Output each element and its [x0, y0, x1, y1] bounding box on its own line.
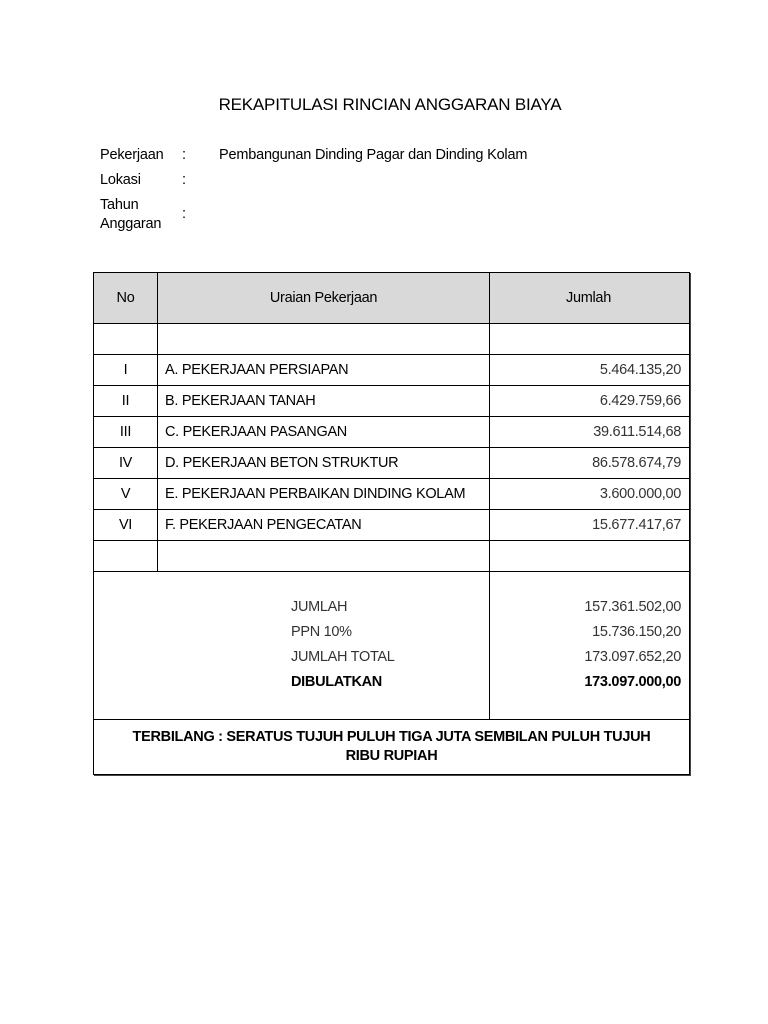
blank-cell [158, 541, 490, 571]
table-row [94, 479, 689, 510]
summary-labels [94, 572, 490, 719]
budget-table [93, 272, 690, 775]
row-description: F. PEKERJAAN PENGECATAN [158, 510, 490, 540]
row-description: C. PEKERJAAN PASANGAN [158, 417, 490, 447]
tahun-anggaran-colon: : [182, 206, 186, 222]
row-description: D. PEKERJAAN BETON STRUKTUR [158, 448, 490, 478]
row-number: V [94, 479, 158, 509]
blank-cell [158, 324, 490, 354]
jumlah-label: JUMLAH [291, 599, 348, 615]
row-number: VI [94, 510, 158, 540]
row-description: B. PEKERJAAN TANAH [158, 386, 490, 416]
jumlah-total-label: JUMLAH TOTAL [291, 649, 395, 665]
pekerjaan-label: Pekerjaan [100, 147, 164, 163]
blank-row-top [94, 324, 689, 355]
dibulatkan-value: 173.097.000,00 [584, 674, 681, 690]
row-amount: 39.611.514,68 [593, 424, 681, 440]
blank-cell [490, 541, 687, 571]
row-number: I [94, 355, 158, 385]
header-jumlah: Jumlah [566, 290, 611, 306]
table-header-row [94, 273, 689, 324]
dibulatkan-label: DIBULATKAN [291, 674, 382, 690]
tahun-anggaran-label [100, 196, 175, 234]
row-amount: 86.578.674,79 [592, 455, 681, 471]
blank-cell [94, 541, 158, 571]
pekerjaan-value: Pembangunan Dinding Pagar dan Dinding Kolam [219, 147, 528, 163]
row-number: III [94, 417, 158, 447]
table-row [94, 386, 689, 417]
row-amount: 3.600.000,00 [599, 486, 681, 502]
lokasi-label: Lokasi [100, 172, 141, 188]
row-amount: 5.464.135,20 [599, 362, 681, 378]
blank-cell [490, 324, 687, 354]
row-description: E. PEKERJAAN PERBAIKAN DINDING KOLAM [158, 479, 490, 509]
jumlah-value: 157.361.502,00 [584, 599, 681, 615]
table-row [94, 448, 689, 479]
row-amount: 15.677.417,67 [592, 517, 681, 533]
row-number: II [94, 386, 158, 416]
pekerjaan-colon: : [182, 147, 186, 163]
blank-cell [94, 324, 158, 354]
row-description: A. PEKERJAAN PERSIAPAN [158, 355, 490, 385]
lokasi-colon: : [182, 172, 186, 188]
summary-values [490, 572, 687, 719]
table-row [94, 417, 689, 448]
summary-block [94, 572, 689, 720]
tahun-label-line2: Anggaran [100, 216, 162, 232]
table-row [94, 510, 689, 541]
ppn-label: PPN 10% [291, 624, 352, 640]
ppn-value: 15.736.150,20 [592, 624, 681, 640]
jumlah-total-value: 173.097.652,20 [584, 649, 681, 665]
row-amount: 6.429.759,66 [599, 393, 681, 409]
header-no: No [94, 273, 158, 323]
table-row [94, 355, 689, 386]
terbilang-text: TERBILANG : SERATUS TUJUH PULUH TIGA JUTA SEMBILAN PULUH TUJUH RIBU RUPIAH [132, 729, 651, 764]
header-uraian: Uraian Pekerjaan [158, 273, 490, 323]
blank-row-bottom [94, 541, 689, 572]
tahun-label-line1: Tahun [100, 197, 139, 213]
row-number: IV [94, 448, 158, 478]
page-title: REKAPITULASI RINCIAN ANGGARAN BIAYA [218, 95, 562, 114]
